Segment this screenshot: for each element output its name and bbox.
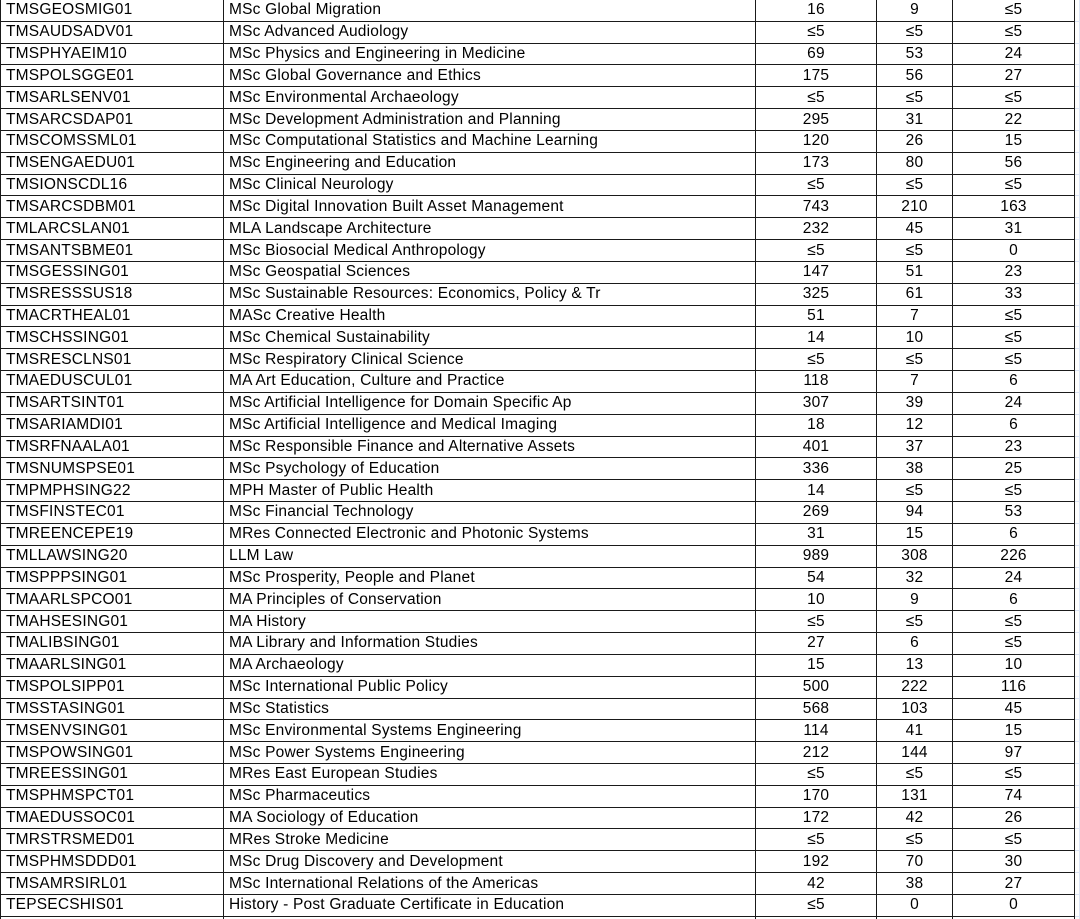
programme-name-cell[interactable]: MSc Financial Technology <box>224 502 756 524</box>
count-cell-2[interactable]: 70 <box>877 851 953 873</box>
count-cell-2[interactable]: 103 <box>877 699 953 721</box>
table-row <box>0 306 1080 328</box>
programme-name-cell[interactable]: MSc Prosperity, People and Planet <box>224 568 756 590</box>
count-cell-2[interactable]: 7 <box>877 371 953 393</box>
programme-code-cell[interactable]: TMSNUMSPSE01 <box>0 458 224 480</box>
table-row <box>0 720 1080 742</box>
programme-name-cell[interactable]: MSc Advanced Audiology <box>224 22 756 44</box>
count-cell-3[interactable]: 24 <box>953 568 1075 590</box>
count-cell-3[interactable]: 56 <box>953 153 1075 175</box>
count-cell-1[interactable]: 401 <box>756 437 877 459</box>
count-cell-3[interactable]: 27 <box>953 65 1075 87</box>
programme-name-cell[interactable]: MSc Environmental Systems Engineering <box>224 720 756 742</box>
table-row <box>0 327 1080 349</box>
count-cell-3[interactable]: ≤5 <box>953 87 1075 109</box>
gridline-margin <box>1075 196 1080 218</box>
programme-name-cell[interactable]: MSc Geospatial Sciences <box>224 262 756 284</box>
programme-name-cell[interactable]: MSc Development Administration and Planning <box>224 109 756 131</box>
count-cell-1[interactable]: 192 <box>756 851 877 873</box>
count-cell-2[interactable]: 9 <box>877 589 953 611</box>
count-cell-2[interactable]: 6 <box>877 633 953 655</box>
count-cell-2[interactable]: 42 <box>877 808 953 830</box>
programme-code-cell[interactable]: TMSRESCLNS01 <box>0 349 224 371</box>
count-cell-3[interactable]: ≤5 <box>953 829 1075 851</box>
programme-name-cell[interactable]: MSc Artificial Intelligence and Medical Imaging <box>224 415 756 437</box>
table-row <box>0 764 1080 786</box>
programme-code-cell[interactable]: TMSARLSENV01 <box>0 87 224 109</box>
programme-code-cell[interactable]: TMSAUDSADV01 <box>0 22 224 44</box>
programme-name-cell[interactable]: MSc Clinical Neurology <box>224 175 756 197</box>
table-row <box>0 808 1080 830</box>
count-cell-1[interactable]: 51 <box>756 306 877 328</box>
count-cell-2[interactable]: 10 <box>877 327 953 349</box>
table-row <box>0 0 1080 22</box>
gridline-margin <box>1075 524 1080 546</box>
programme-name-cell[interactable]: MRes Stroke Medicine <box>224 829 756 851</box>
gridline-margin <box>1075 131 1080 153</box>
programme-name-cell[interactable]: MA Art Education, Culture and Practice <box>224 371 756 393</box>
count-cell-2[interactable]: 9 <box>877 0 953 22</box>
count-cell-2[interactable]: 41 <box>877 720 953 742</box>
table-row <box>0 262 1080 284</box>
table-row <box>0 371 1080 393</box>
programme-name-cell[interactable]: MSc Power Systems Engineering <box>224 742 756 764</box>
count-cell-1[interactable]: 114 <box>756 720 877 742</box>
count-cell-3[interactable]: 23 <box>953 437 1075 459</box>
table-row <box>0 742 1080 764</box>
count-cell-3[interactable]: 22 <box>953 109 1075 131</box>
programme-code-cell[interactable]: TMSGESSING01 <box>0 262 224 284</box>
programme-code-cell[interactable]: TMSSTASING01 <box>0 699 224 721</box>
programme-code-cell[interactable]: TMSCHSSING01 <box>0 327 224 349</box>
gridline-margin <box>1075 589 1080 611</box>
gridline-margin <box>1075 720 1080 742</box>
programme-code-cell[interactable]: TMSARCSDBM01 <box>0 196 224 218</box>
programme-name-cell[interactable]: MA Library and Information Studies <box>224 633 756 655</box>
table-row <box>0 524 1080 546</box>
count-cell-1[interactable]: ≤5 <box>756 764 877 786</box>
count-cell-3[interactable]: ≤5 <box>953 611 1075 633</box>
count-cell-2[interactable]: 38 <box>877 458 953 480</box>
table-row <box>0 458 1080 480</box>
programme-name-cell[interactable]: MPH Master of Public Health <box>224 480 756 502</box>
gridline-margin <box>1075 502 1080 524</box>
count-cell-2[interactable]: 13 <box>877 655 953 677</box>
table-row <box>0 22 1080 44</box>
programme-name-cell[interactable]: MA Principles of Conservation <box>224 589 756 611</box>
programme-code-cell[interactable]: TMSCOMSSML01 <box>0 131 224 153</box>
programme-code-cell[interactable]: TMSRESSSUS18 <box>0 284 224 306</box>
table-row <box>0 589 1080 611</box>
programme-name-cell[interactable]: MSc Psychology of Education <box>224 458 756 480</box>
table-row <box>0 502 1080 524</box>
gridline-margin <box>1075 240 1080 262</box>
count-cell-1[interactable]: 307 <box>756 393 877 415</box>
gridline-margin <box>1075 808 1080 830</box>
count-cell-1[interactable]: 175 <box>756 65 877 87</box>
count-cell-1[interactable]: 743 <box>756 196 877 218</box>
programme-code-cell[interactable]: TMLLAWSING20 <box>0 546 224 568</box>
count-cell-3[interactable]: 31 <box>953 218 1075 240</box>
table-row <box>0 284 1080 306</box>
count-cell-2[interactable]: ≤5 <box>877 480 953 502</box>
gridline-margin <box>1075 306 1080 328</box>
count-cell-2[interactable]: 51 <box>877 262 953 284</box>
table-row <box>0 218 1080 240</box>
count-cell-3[interactable]: 6 <box>953 371 1075 393</box>
table-row <box>0 437 1080 459</box>
count-cell-1[interactable]: ≤5 <box>756 22 877 44</box>
count-cell-3[interactable]: 30 <box>953 851 1075 873</box>
gridline-margin <box>1075 262 1080 284</box>
count-cell-3[interactable]: 53 <box>953 502 1075 524</box>
count-cell-3[interactable]: ≤5 <box>953 22 1075 44</box>
count-cell-1[interactable]: ≤5 <box>756 349 877 371</box>
count-cell-1[interactable]: 212 <box>756 742 877 764</box>
count-cell-1[interactable]: 269 <box>756 502 877 524</box>
count-cell-2[interactable]: ≤5 <box>877 240 953 262</box>
count-cell-3[interactable]: 26 <box>953 808 1075 830</box>
count-cell-2[interactable]: 308 <box>877 546 953 568</box>
count-cell-2[interactable]: 222 <box>877 677 953 699</box>
programme-code-cell[interactable]: TMAARLSPCO01 <box>0 589 224 611</box>
programme-code-cell[interactable]: TMPMPHSING22 <box>0 480 224 502</box>
count-cell-3[interactable]: 23 <box>953 262 1075 284</box>
table-row <box>0 699 1080 721</box>
count-cell-1[interactable]: 500 <box>756 677 877 699</box>
count-cell-1[interactable]: 14 <box>756 480 877 502</box>
count-cell-2[interactable]: 38 <box>877 873 953 895</box>
table-row <box>0 546 1080 568</box>
count-cell-2[interactable]: 26 <box>877 131 953 153</box>
count-cell-3[interactable]: 226 <box>953 546 1075 568</box>
programme-name-cell[interactable]: MA Archaeology <box>224 655 756 677</box>
count-cell-3[interactable]: 27 <box>953 873 1075 895</box>
programme-name-cell[interactable]: MSc Engineering and Education <box>224 153 756 175</box>
programme-name-cell[interactable]: MSc Computational Statistics and Machine Learning <box>224 131 756 153</box>
count-cell-1[interactable]: 27 <box>756 633 877 655</box>
gridline-margin <box>1075 611 1080 633</box>
programme-code-cell[interactable]: TMSPOWSING01 <box>0 742 224 764</box>
count-cell-1[interactable]: 14 <box>756 327 877 349</box>
count-cell-3[interactable]: 33 <box>953 284 1075 306</box>
programme-code-cell[interactable]: TMAEDUSSOC01 <box>0 808 224 830</box>
count-cell-1[interactable]: ≤5 <box>756 240 877 262</box>
table-row <box>0 44 1080 66</box>
programme-name-cell[interactable]: MRes East European Studies <box>224 764 756 786</box>
programme-code-cell[interactable]: TMSENGAEDU01 <box>0 153 224 175</box>
gridline-margin <box>1075 568 1080 590</box>
count-cell-3[interactable]: 163 <box>953 196 1075 218</box>
programme-code-cell[interactable]: TMSGEOSMIG01 <box>0 0 224 22</box>
programme-name-cell[interactable]: MSc Drug Discovery and Development <box>224 851 756 873</box>
programme-name-cell[interactable]: MSc Biosocial Medical Anthropology <box>224 240 756 262</box>
count-cell-1[interactable]: 120 <box>756 131 877 153</box>
table-row <box>0 349 1080 371</box>
gridline-margin <box>1075 633 1080 655</box>
programme-code-cell[interactable]: TMREESSING01 <box>0 764 224 786</box>
count-cell-3[interactable]: 10 <box>953 655 1075 677</box>
count-cell-3[interactable]: 24 <box>953 44 1075 66</box>
count-cell-1[interactable]: ≤5 <box>756 829 877 851</box>
table-row <box>0 677 1080 699</box>
programme-name-cell[interactable]: MSc Global Governance and Ethics <box>224 65 756 87</box>
count-cell-2[interactable]: 7 <box>877 306 953 328</box>
count-cell-2[interactable]: 45 <box>877 218 953 240</box>
count-cell-2[interactable]: ≤5 <box>877 22 953 44</box>
table-row <box>0 240 1080 262</box>
table-row <box>0 393 1080 415</box>
count-cell-3[interactable]: ≤5 <box>953 0 1075 22</box>
count-cell-1[interactable]: 170 <box>756 786 877 808</box>
count-cell-2[interactable]: ≤5 <box>877 175 953 197</box>
count-cell-1[interactable]: 232 <box>756 218 877 240</box>
gridline-margin <box>1075 764 1080 786</box>
count-cell-1[interactable]: 118 <box>756 371 877 393</box>
table-row <box>0 655 1080 677</box>
programme-name-cell[interactable]: MASc Creative Health <box>224 306 756 328</box>
gridline-margin <box>1075 349 1080 371</box>
programme-name-cell[interactable]: MSc Sustainable Resources: Economics, Policy & Tr <box>224 284 756 306</box>
programme-code-cell[interactable]: TMSFINSTEC01 <box>0 502 224 524</box>
count-cell-3[interactable]: 97 <box>953 742 1075 764</box>
programme-code-cell[interactable]: TMAEDUSCUL01 <box>0 371 224 393</box>
gridline-margin <box>1075 480 1080 502</box>
table-row <box>0 109 1080 131</box>
count-cell-3[interactable]: 24 <box>953 393 1075 415</box>
count-cell-3[interactable]: 15 <box>953 131 1075 153</box>
gridline-margin <box>1075 677 1080 699</box>
programme-name-cell[interactable]: MSc Chemical Sustainability <box>224 327 756 349</box>
gridline-margin <box>1075 153 1080 175</box>
programme-name-cell[interactable]: MA History <box>224 611 756 633</box>
table-row <box>0 829 1080 851</box>
gridline-margin <box>1075 44 1080 66</box>
programme-code-cell[interactable]: TMSENVSING01 <box>0 720 224 742</box>
count-cell-2[interactable]: 0 <box>877 895 953 917</box>
count-cell-3[interactable]: ≤5 <box>953 633 1075 655</box>
table-row <box>0 786 1080 808</box>
count-cell-3[interactable]: ≤5 <box>953 175 1075 197</box>
programme-name-cell[interactable]: MRes Connected Electronic and Photonic Systems <box>224 524 756 546</box>
programme-code-cell[interactable]: TMALIBSING01 <box>0 633 224 655</box>
programme-code-cell[interactable]: TMREENCEPE19 <box>0 524 224 546</box>
count-cell-3[interactable]: 6 <box>953 524 1075 546</box>
programme-name-cell[interactable]: MSc International Public Policy <box>224 677 756 699</box>
count-cell-2[interactable]: 31 <box>877 109 953 131</box>
count-cell-3[interactable]: ≤5 <box>953 764 1075 786</box>
programme-code-cell[interactable]: TMSPHMSPCT01 <box>0 786 224 808</box>
count-cell-2[interactable]: 12 <box>877 415 953 437</box>
count-cell-2[interactable]: ≤5 <box>877 611 953 633</box>
count-cell-2[interactable]: 131 <box>877 786 953 808</box>
count-cell-1[interactable]: 989 <box>756 546 877 568</box>
count-cell-3[interactable]: 0 <box>953 895 1075 917</box>
count-cell-1[interactable]: 15 <box>756 655 877 677</box>
programme-code-cell[interactable]: TMSANTSBME01 <box>0 240 224 262</box>
programme-name-cell[interactable]: MSc Environmental Archaeology <box>224 87 756 109</box>
count-cell-1[interactable]: 54 <box>756 568 877 590</box>
count-cell-3[interactable]: ≤5 <box>953 306 1075 328</box>
table-row <box>0 851 1080 873</box>
count-cell-2[interactable]: 53 <box>877 44 953 66</box>
count-cell-2[interactable]: ≤5 <box>877 764 953 786</box>
count-cell-1[interactable]: 69 <box>756 44 877 66</box>
count-cell-3[interactable]: ≤5 <box>953 327 1075 349</box>
table-row <box>0 175 1080 197</box>
gridline-margin <box>1075 218 1080 240</box>
gridline-margin <box>1075 327 1080 349</box>
gridline-margin <box>1075 546 1080 568</box>
table-row <box>0 568 1080 590</box>
gridline-margin <box>1075 371 1080 393</box>
table-row <box>0 87 1080 109</box>
count-cell-1[interactable]: 16 <box>756 0 877 22</box>
programme-name-cell[interactable]: MSc Global Migration <box>224 0 756 22</box>
gridline-margin <box>1075 109 1080 131</box>
count-cell-3[interactable]: 74 <box>953 786 1075 808</box>
gridline-margin <box>1075 699 1080 721</box>
count-cell-1[interactable]: 18 <box>756 415 877 437</box>
count-cell-1[interactable]: 147 <box>756 262 877 284</box>
gridline-margin <box>1075 655 1080 677</box>
gridline-margin <box>1075 284 1080 306</box>
programme-code-cell[interactable]: TMSARCSDAP01 <box>0 109 224 131</box>
table-row <box>0 873 1080 895</box>
gridline-margin <box>1075 175 1080 197</box>
count-cell-2[interactable]: 144 <box>877 742 953 764</box>
count-cell-1[interactable]: 336 <box>756 458 877 480</box>
programme-code-cell[interactable]: TMACRTHEAL01 <box>0 306 224 328</box>
count-cell-1[interactable]: ≤5 <box>756 87 877 109</box>
programme-name-cell[interactable]: MSc Physics and Engineering in Medicine <box>224 44 756 66</box>
count-cell-2[interactable]: ≤5 <box>877 87 953 109</box>
count-cell-3[interactable]: 25 <box>953 458 1075 480</box>
count-cell-2[interactable]: 37 <box>877 437 953 459</box>
count-cell-1[interactable]: ≤5 <box>756 895 877 917</box>
gridline-margin <box>1075 22 1080 44</box>
programme-name-cell[interactable]: MSc International Relations of the Americas <box>224 873 756 895</box>
count-cell-3[interactable]: 116 <box>953 677 1075 699</box>
count-cell-1[interactable]: ≤5 <box>756 175 877 197</box>
gridline-margin <box>1075 87 1080 109</box>
programme-name-cell[interactable]: MSc Responsible Finance and Alternative Assets <box>224 437 756 459</box>
count-cell-1[interactable]: 31 <box>756 524 877 546</box>
count-cell-2[interactable]: ≤5 <box>877 829 953 851</box>
gridline-margin <box>1075 437 1080 459</box>
count-cell-2[interactable]: 61 <box>877 284 953 306</box>
table-row <box>0 196 1080 218</box>
count-cell-1[interactable]: 173 <box>756 153 877 175</box>
gridline-margin <box>1075 0 1080 22</box>
programme-name-cell[interactable]: MLA Landscape Architecture <box>224 218 756 240</box>
count-cell-3[interactable]: ≤5 <box>953 480 1075 502</box>
gridline-margin <box>1075 415 1080 437</box>
programme-code-cell[interactable]: TMSRFNAALA01 <box>0 437 224 459</box>
count-cell-1[interactable]: 42 <box>756 873 877 895</box>
gridline-margin <box>1075 742 1080 764</box>
table-row <box>0 611 1080 633</box>
count-cell-3[interactable]: 6 <box>953 415 1075 437</box>
programme-code-cell[interactable]: TMLARCSLAN01 <box>0 218 224 240</box>
count-cell-2[interactable]: 94 <box>877 502 953 524</box>
count-cell-2[interactable]: 210 <box>877 196 953 218</box>
programme-code-cell[interactable]: TMSARTSINT01 <box>0 393 224 415</box>
count-cell-2[interactable]: 15 <box>877 524 953 546</box>
count-cell-3[interactable]: 45 <box>953 699 1075 721</box>
programme-code-cell[interactable]: TMRSTRSMED01 <box>0 829 224 851</box>
count-cell-1[interactable]: 325 <box>756 284 877 306</box>
table-row <box>0 153 1080 175</box>
programme-code-cell[interactable]: TMSAMRSIRL01 <box>0 873 224 895</box>
gridline-margin <box>1075 786 1080 808</box>
count-cell-1[interactable]: 568 <box>756 699 877 721</box>
gridline-margin <box>1075 895 1080 917</box>
programme-name-cell[interactable]: MSc Statistics <box>224 699 756 721</box>
count-cell-1[interactable]: 10 <box>756 589 877 611</box>
programme-name-cell[interactable]: MSc Pharmaceutics <box>224 786 756 808</box>
table-row <box>0 633 1080 655</box>
table-row <box>0 131 1080 153</box>
programme-name-cell[interactable]: MSc Respiratory Clinical Science <box>224 349 756 371</box>
count-cell-1[interactable]: ≤5 <box>756 611 877 633</box>
count-cell-3[interactable]: ≤5 <box>953 349 1075 371</box>
gridline-margin <box>1075 65 1080 87</box>
count-cell-1[interactable]: 172 <box>756 808 877 830</box>
programme-code-cell[interactable]: TMSIONSCDL16 <box>0 175 224 197</box>
programme-name-cell[interactable]: MSc Artificial Intelligence for Domain Specific Ap <box>224 393 756 415</box>
count-cell-1[interactable]: 295 <box>756 109 877 131</box>
programme-code-cell[interactable]: TMAHSESING01 <box>0 611 224 633</box>
programme-name-cell[interactable]: MA Sociology of Education <box>224 808 756 830</box>
count-cell-3[interactable]: 15 <box>953 720 1075 742</box>
programme-code-cell[interactable]: TMSPPPSING01 <box>0 568 224 590</box>
gridline-margin <box>1075 458 1080 480</box>
table-row <box>0 480 1080 502</box>
programme-code-cell[interactable]: TMSPOLSGGE01 <box>0 65 224 87</box>
programme-code-cell[interactable]: TMSPHYAEIM10 <box>0 44 224 66</box>
count-cell-2[interactable]: 80 <box>877 153 953 175</box>
count-cell-2[interactable]: 39 <box>877 393 953 415</box>
count-cell-2[interactable]: 56 <box>877 65 953 87</box>
gridline-margin <box>1075 873 1080 895</box>
programme-code-cell[interactable]: TMAARLSING01 <box>0 655 224 677</box>
table-row <box>0 415 1080 437</box>
programme-code-cell[interactable]: TMSPHMSDDD01 <box>0 851 224 873</box>
programme-name-cell[interactable]: LLM Law <box>224 546 756 568</box>
table-row <box>0 65 1080 87</box>
count-cell-3[interactable]: 0 <box>953 240 1075 262</box>
programme-name-cell[interactable]: History - Post Graduate Certificate in Education <box>224 895 756 917</box>
count-cell-2[interactable]: 32 <box>877 568 953 590</box>
programme-name-cell[interactable]: MSc Digital Innovation Built Asset Management <box>224 196 756 218</box>
gridline-margin <box>1075 829 1080 851</box>
programme-code-cell[interactable]: TMSARIAMDI01 <box>0 415 224 437</box>
programme-code-cell[interactable]: TEPSECSHIS01 <box>0 895 224 917</box>
table-row <box>0 895 1080 917</box>
count-cell-3[interactable]: 6 <box>953 589 1075 611</box>
gridline-margin <box>1075 851 1080 873</box>
count-cell-2[interactable]: ≤5 <box>877 349 953 371</box>
programme-code-cell[interactable]: TMSPOLSIPP01 <box>0 677 224 699</box>
gridline-margin <box>1075 393 1080 415</box>
